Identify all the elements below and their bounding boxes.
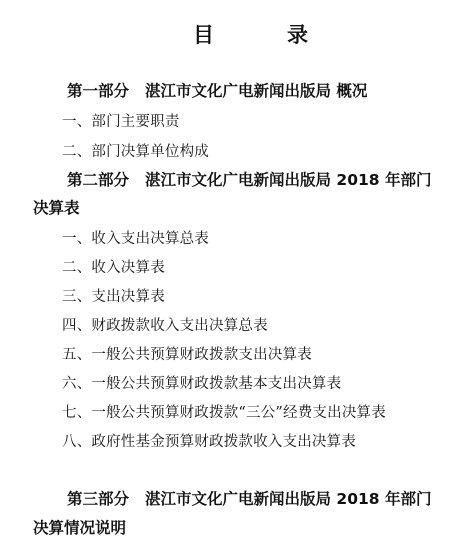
part2-item-1: 一、收入支出决算总表 (62, 231, 209, 247)
part2-title-line1: 湛江市文化广电新闻出版局 2018 年部门 (145, 171, 432, 189)
part2-item-6: 六、一般公共预算财政拨款基本支出决算表 (62, 376, 342, 392)
part1-heading (67, 79, 367, 101)
part2-item-4: 四、财政拨款收入支出决算总表 (62, 318, 268, 334)
part1-number: 第一部分 (67, 82, 130, 100)
part2-item-7: 七、一般公共预算财政拨款“三公”经费支出决算表 (62, 405, 386, 421)
part2-item-2: 二、收入决算表 (62, 260, 165, 276)
part3-heading (67, 487, 431, 509)
toc-title-char-1: 目 (193, 23, 214, 47)
part2-item-8: 八、政府性基金预算财政拨款收入支出决算表 (62, 434, 356, 450)
part2-heading (67, 168, 431, 190)
part3-title-line1: 湛江市文化广电新闻出版局 2018 年部门 (145, 490, 432, 508)
toc-title-char-2: 录 (287, 23, 308, 47)
part1-item-2: 二、部门决算单位构成 (62, 144, 209, 160)
part2-title-line2: 决算表 (33, 199, 80, 217)
part1-title: 湛江市文化广电新闻出版局 概况 (145, 82, 368, 100)
part2-item-3: 三、支出决算表 (62, 289, 165, 305)
part3-title-line2: 决算情况说明 (33, 519, 127, 537)
part2-number: 第二部分 (67, 171, 130, 189)
part1-item-1: 一、部门主要职责 (62, 114, 180, 130)
part3-number: 第三部分 (67, 490, 130, 508)
part2-item-5: 五、一般公共预算财政拨款支出决算表 (62, 347, 312, 363)
